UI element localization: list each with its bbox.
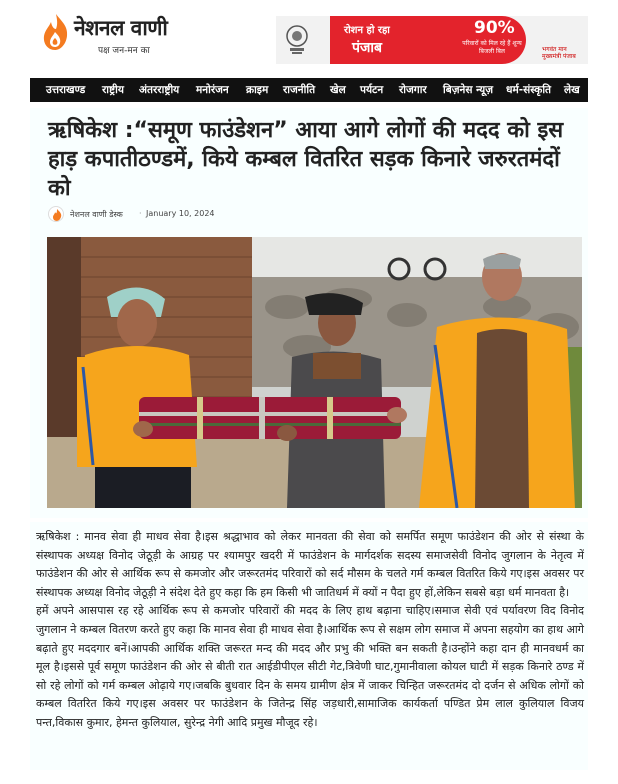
advertisement-banner[interactable] <box>276 16 588 64</box>
site-tagline: पक्ष जन-मन का <box>98 46 150 56</box>
site-header <box>0 0 618 76</box>
ad-headline: रोशन हो रहा <box>344 25 390 36</box>
flame-logo-icon <box>40 12 72 52</box>
article-paragraph: हमें अपने आसपास रह रहे आर्थिक रूप से कमजोर परिवारों की मदद के लिए हाथ बढ़ाना चाहिए।समाज सेवी एवं पर्यावरण विद विनोद जुगलान ने कम्बल वितरण करते हुए कहा कि मानव सेवा ही माधव सेवा है।आर्थिक रूप से सक्षम लोग समाज में अपना सहयोग का हाथ आगे बढ़ाते हुए मददगार बनें।आपकी आर्थिक शक्ति जरूरत मन्द की मदद और प्रभु की भक्ति बन सकती है।उन्होंने कहा दान ही मानवधर्म का मूल है।इससे पूर्व समूण फाउंडेशन की ओर से बीती रात आईडीपीएल सीटी गेट,त्रिवेणी घाट,गुमानीवाला कोयल घाटी में सड़क किनारे ठण्ड में सो रहे लोगों को गर्म कम्बल ओढ़ाये गए।जबकि बुधवार दिन के समय ग्रामीण क्षेत्र में जाकर चिन्हित जरूरतमंद दो दर्जन से अधिक लोगों को कम्बल वितरित किये गए।इस अवसर पर फाउंडेशन के जितेन्द्र सिंह जड़धारी,सामाजिक कार्यकर्ता पण्डित प्रेम लाल कुलियाल विजय पन्त,विकास कुमार, हेमन्त कुलियाल, सुरेन्द्र नेगी आदि प्रमुख मौजूद रहे। <box>36 604 584 729</box>
article-author[interactable]: नेशनल वाणी डेस्क <box>70 210 123 219</box>
nav-item-international[interactable]: अंतरराष्ट्रीय <box>139 84 180 96</box>
article-body <box>36 528 584 733</box>
nav-item-jobs[interactable]: रोजगार <box>399 84 427 96</box>
article-photo <box>47 237 582 508</box>
government-emblem-icon <box>284 24 310 56</box>
ad-percent: 90% <box>474 18 515 38</box>
nav-item-religion[interactable]: धर्म-संस्कृति <box>506 84 552 96</box>
article-paragraph: ऋषिकेश : मानव सेवा ही माधव सेवा है।इस श्रद्धाभाव को लेकर मानवता की सेवा को समर्पित समूण फाउंडेशन की ओर से संस्था के संस्थापक अध्यक्ष विनोद जेठूड़ी के आग्रह पर श्यामपुर खदरी में फाउंडेशन के मार्गदर्शक सदस्य समाजसेवी विनोद जुगलान के नेतृत्व में फाउंडेशन की ओर से आर्थिक रूप से कमजोर और जरूरतमंद परिवारों को सर्द मौसम के चलते गर्म कम्बल वितरित किये गए।इस अवसर पर संस्थापक अध्यक्ष विनोद जेठूड़ी ने संदेश देते हुए कहा कि हम किसी भी जातिधर्म में क्यों न पैदा हुए हों,लेकिन सबसे बड़ा धर्म मानवता है। <box>36 530 584 599</box>
nav-item-politics[interactable]: राजनीति <box>283 84 316 96</box>
nav-item-crime[interactable]: क्राइम <box>246 84 269 96</box>
blanket-distribution-photo <box>47 237 582 508</box>
nav-item-sports[interactable]: खेल <box>330 84 346 96</box>
meta-separator: · <box>139 209 142 218</box>
nav-item-tourism[interactable]: पर्यटन <box>360 84 384 96</box>
nav-item-articles[interactable]: लेख <box>564 84 580 96</box>
article-title: ऋषिकेश :“समूण फाउंडेशन” आया आगे लोगों की मदद को इस हाड़ कपातीठण्डमें, किये कम्बल वितरित सड़क किनारे जरुरतमंदों को <box>48 118 564 201</box>
ad-state: पंजाब <box>352 40 382 56</box>
nav-item-business[interactable]: बिज़नेस न्यूज़ <box>443 84 494 96</box>
ad-detail: परिवारों को मिल रहे हैं शून्य बिजली बिल <box>462 40 522 55</box>
nav-item-national[interactable]: राष्ट्रीय <box>102 84 124 96</box>
author-avatar-icon[interactable] <box>48 206 64 222</box>
article-date: January 10, 2024 <box>146 209 215 218</box>
nav-item-entertainment[interactable]: मनोरंजन <box>196 84 229 96</box>
nav-item-uttarakhand[interactable]: उत्तराखण्ड <box>46 84 86 96</box>
main-nav <box>30 78 588 102</box>
site-logo[interactable] <box>40 12 210 56</box>
ad-sponsor: भगवंत मान मुख्यमंत्री पंजाब <box>542 46 576 60</box>
site-name: नेशनल वाणी <box>74 16 168 40</box>
